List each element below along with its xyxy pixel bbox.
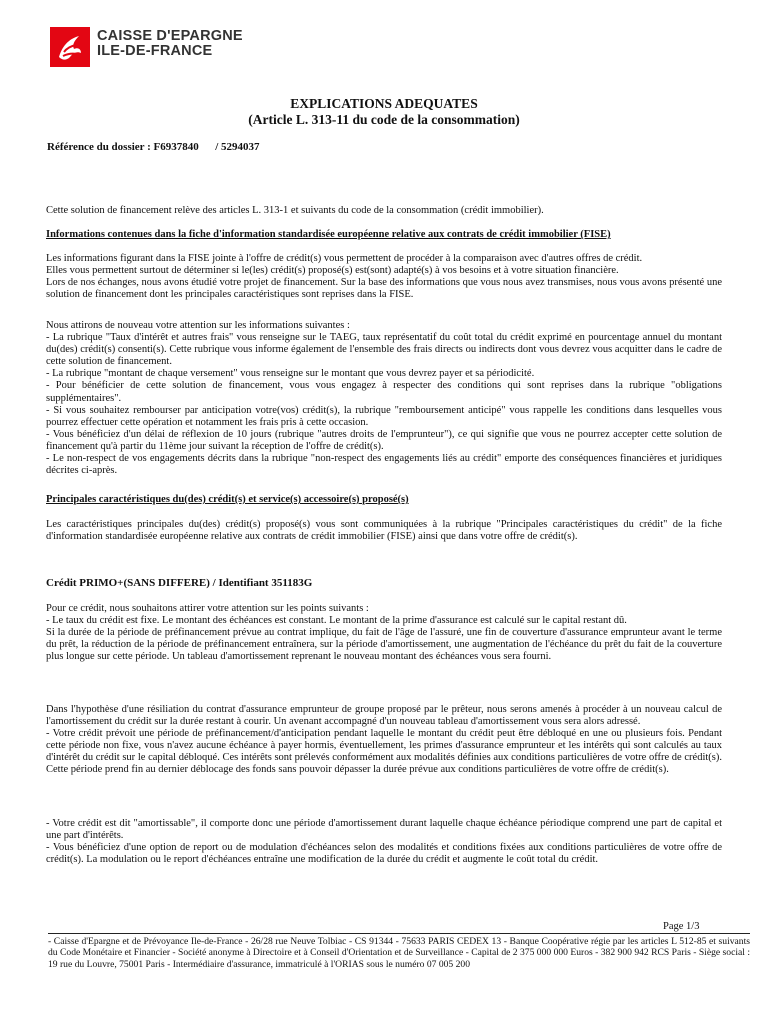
list-item: - Si vous souhaitez rembourser par anticipation votre(vos) crédit(s), la rubrique "remboursement anticipé" vous rappelle les conditions dans lesquelles vous pourrez effectuer cette opération et notamment les frais pris à cette occasion. [46,404,722,428]
section-1-heading: Informations contenues dans la fiche d'information standardisée européenne relative aux contrats de crédit immobilier (FISE) [46,229,611,240]
list-item: - Le non-respect de vos engagements décrits dans la rubrique "non-respect des engagements liés au crédit" emporte des conséquences financières et juridiques décrites ci-après. [46,453,722,477]
list-item: - Votre crédit est dit "amortissable", il comporte donc une période d'amortissement durant laquelle chaque échéance périodique comprend une part de capital et une part d'intérêts. [46,818,722,842]
section-2-heading: Principales caractéristiques du(des) crédit(s) et service(s) accessoire(s) proposé(s) [46,494,409,505]
credit-paragraph-1 [46,603,722,663]
text-line: Si la durée de la période de préfinancement prévue au contrat implique, du fait de l'âge de l'assuré, une fin de couverture d'assurance emprunteur avant le terme du prêt, la réduction de la période de préfinancement entraînera, sur la période d'amortissement, une augmentation de l'échéance du prêt du fait de la couverture plus longue sur cette période. Un tableau d'amortissement reprenant le nouveau montant des échéances vous sera fourni. [46,627,722,663]
logo-line-2: ILE-DE-FRANCE [97,43,213,59]
text-line: Les informations figurant dans la FISE jointe à l'offre de crédit(s) vous permettent de procéder à la comparaison avec d'autres offres de crédit. [46,253,643,264]
text-line: Pour ce crédit, nous souhaitons attirer votre attention sur les points suivants : [46,603,369,614]
text-line: Lors de nos échanges, nous avons étudié votre projet de financement. Sur la base des informations que vous nous avez transmises, nous vous avons présenté une solution de financement dont les principales caractéristiques sont reprises dans la FISE. [46,277,722,301]
section-2-paragraph: Les caractéristiques principales du(des) crédit(s) proposé(s) vous sont communiquées à la rubrique "Principales caractéristiques du crédit" de la fiche d'information standardisée européenne relative aux contrats de crédit immobilier (FISE) ainsi que dans votre offre de crédit(s). [46,519,722,543]
list-item: - Vous bénéficiez d'une option de report ou de modulation d'échéances selon des modalités et conditions fixées aux conditions particulières de votre offre de crédit(s). La modulation ou le report d'échéances entraîne une modification de la durée du crédit et augmente le coût total du crédit. [46,842,722,866]
list-item: - Pour bénéficier de cette solution de financement, vous vous engagez à respecter des conditions qui sont reprises dans la rubrique "obligations supplémentaires". [46,380,722,404]
section-1-paragraph-2 [46,320,722,477]
credit-paragraph-2 [46,704,722,777]
section-1-paragraph-1 [46,253,722,301]
intro-paragraph: Cette solution de financement relève des articles L. 313-1 et suivants du code de la consommation (crédit immobilier). [46,205,544,216]
document-subtitle: (Article L. 313-11 du code de la consommation) [248,112,520,127]
text-line: Nous attirons de nouveau votre attention sur les informations suivantes : [46,320,350,331]
squirrel-logo-icon [50,27,90,67]
list-item: - Le taux du crédit est fixe. Le montant des échéances est constant. Le montant de la prime d'assurance est calculé sur le capital restant dû. [46,615,627,627]
text-line: Elles vous permettent surtout de déterminer si le(les) crédit(s) proposé(s) est(sont) adapté(s) à vos besoins et à votre situation financière. [46,265,619,277]
file-reference: Référence du dossier : F6937840 / 5294037 [47,141,260,153]
text-line: Dans l'hypothèse d'une résiliation du contrat d'assurance emprunteur de groupe proposé par le prêteur, nous serons amenés à procéder à un nouveau calcul de l'amortissement du crédit sur la durée restant à courir. Un avenant accompagné d'un nouveau tableau d'amortissement vous sera alors adressé. [46,704,722,728]
bank-logo [50,27,300,67]
list-item: - La rubrique "montant de chaque versement" vous renseigne sur le montant que vous devrez payer et sa périodicité. [46,368,535,380]
logo-line-1: CAISSE D'EPARGNE [97,28,243,44]
list-item: - Vous bénéficiez d'un délai de réflexion de 10 jours (rubrique "autres droits de l'emprunteur"), ce qui signifie que vous ne pourrez accepter cette solution de financement qu'à partir du 11ème jour suivant la réception de l'offre de crédit(s). [46,428,722,452]
document-title: EXPLICATIONS ADEQUATES [290,96,478,111]
list-item: - La rubrique "Taux d'intérêt et autres frais" vous renseigne sur le TAEG, taux représentatif du coût total du crédit exprimé en pourcentage annuel du montant du(des) crédit(s) consenti(s). Cette rubrique vous informe également de l'ensemble des frais directs ou indirects dont vous devrez vous acquitter dans le cadre de cette solution de financement. [46,332,722,368]
legal-footer: - Caisse d'Epargne et de Prévoyance Ile-de-France - 26/28 rue Neuve Tolbiac - CS 91344 - 75633 PARIS CEDEX 13 - Banque Coopérative régie par les articles L 512-85 et suivants du Code Monétaire et Financier - Société anonyme à Directoire et à Conseil d'Orientation et de Surveillance - Capital de 2 375 000 000 Euros - 382 900 942 RCS Paris - Siège social : 19 rue du Louvre, 75001 Paris - Intermédiaire d'assurance, immatriculé à l'ORIAS sous le numéro 07 005 200 [48,933,750,970]
list-item: - Votre crédit prévoit une période de préfinancement/d'anticipation pendant laquelle le montant du crédit peut être débloqué en une ou plusieurs fois. Pendant cette période non fixe, vous n'avez aucune échéance à payer hormis, éventuellement, les primes d'assurance emprunteur et les intérêts qui sont calculés au taux d'intérêt du crédit sur le capital débloqué. Ces intérêts sont prélevés conformément aux modalités définies aux conditions particulières de votre offre de crédit(s). Cette période prend fin au dernier déblocage des fonds sans pouvoir dépasser la durée prévue aux conditions particulières de votre offre de crédit(s). [46,728,722,776]
credit-heading: Crédit PRIMO+(SANS DIFFERE) / Identifiant 351183G [46,577,313,589]
credit-paragraph-3 [46,818,722,866]
page-number: Page 1/3 [663,921,700,932]
